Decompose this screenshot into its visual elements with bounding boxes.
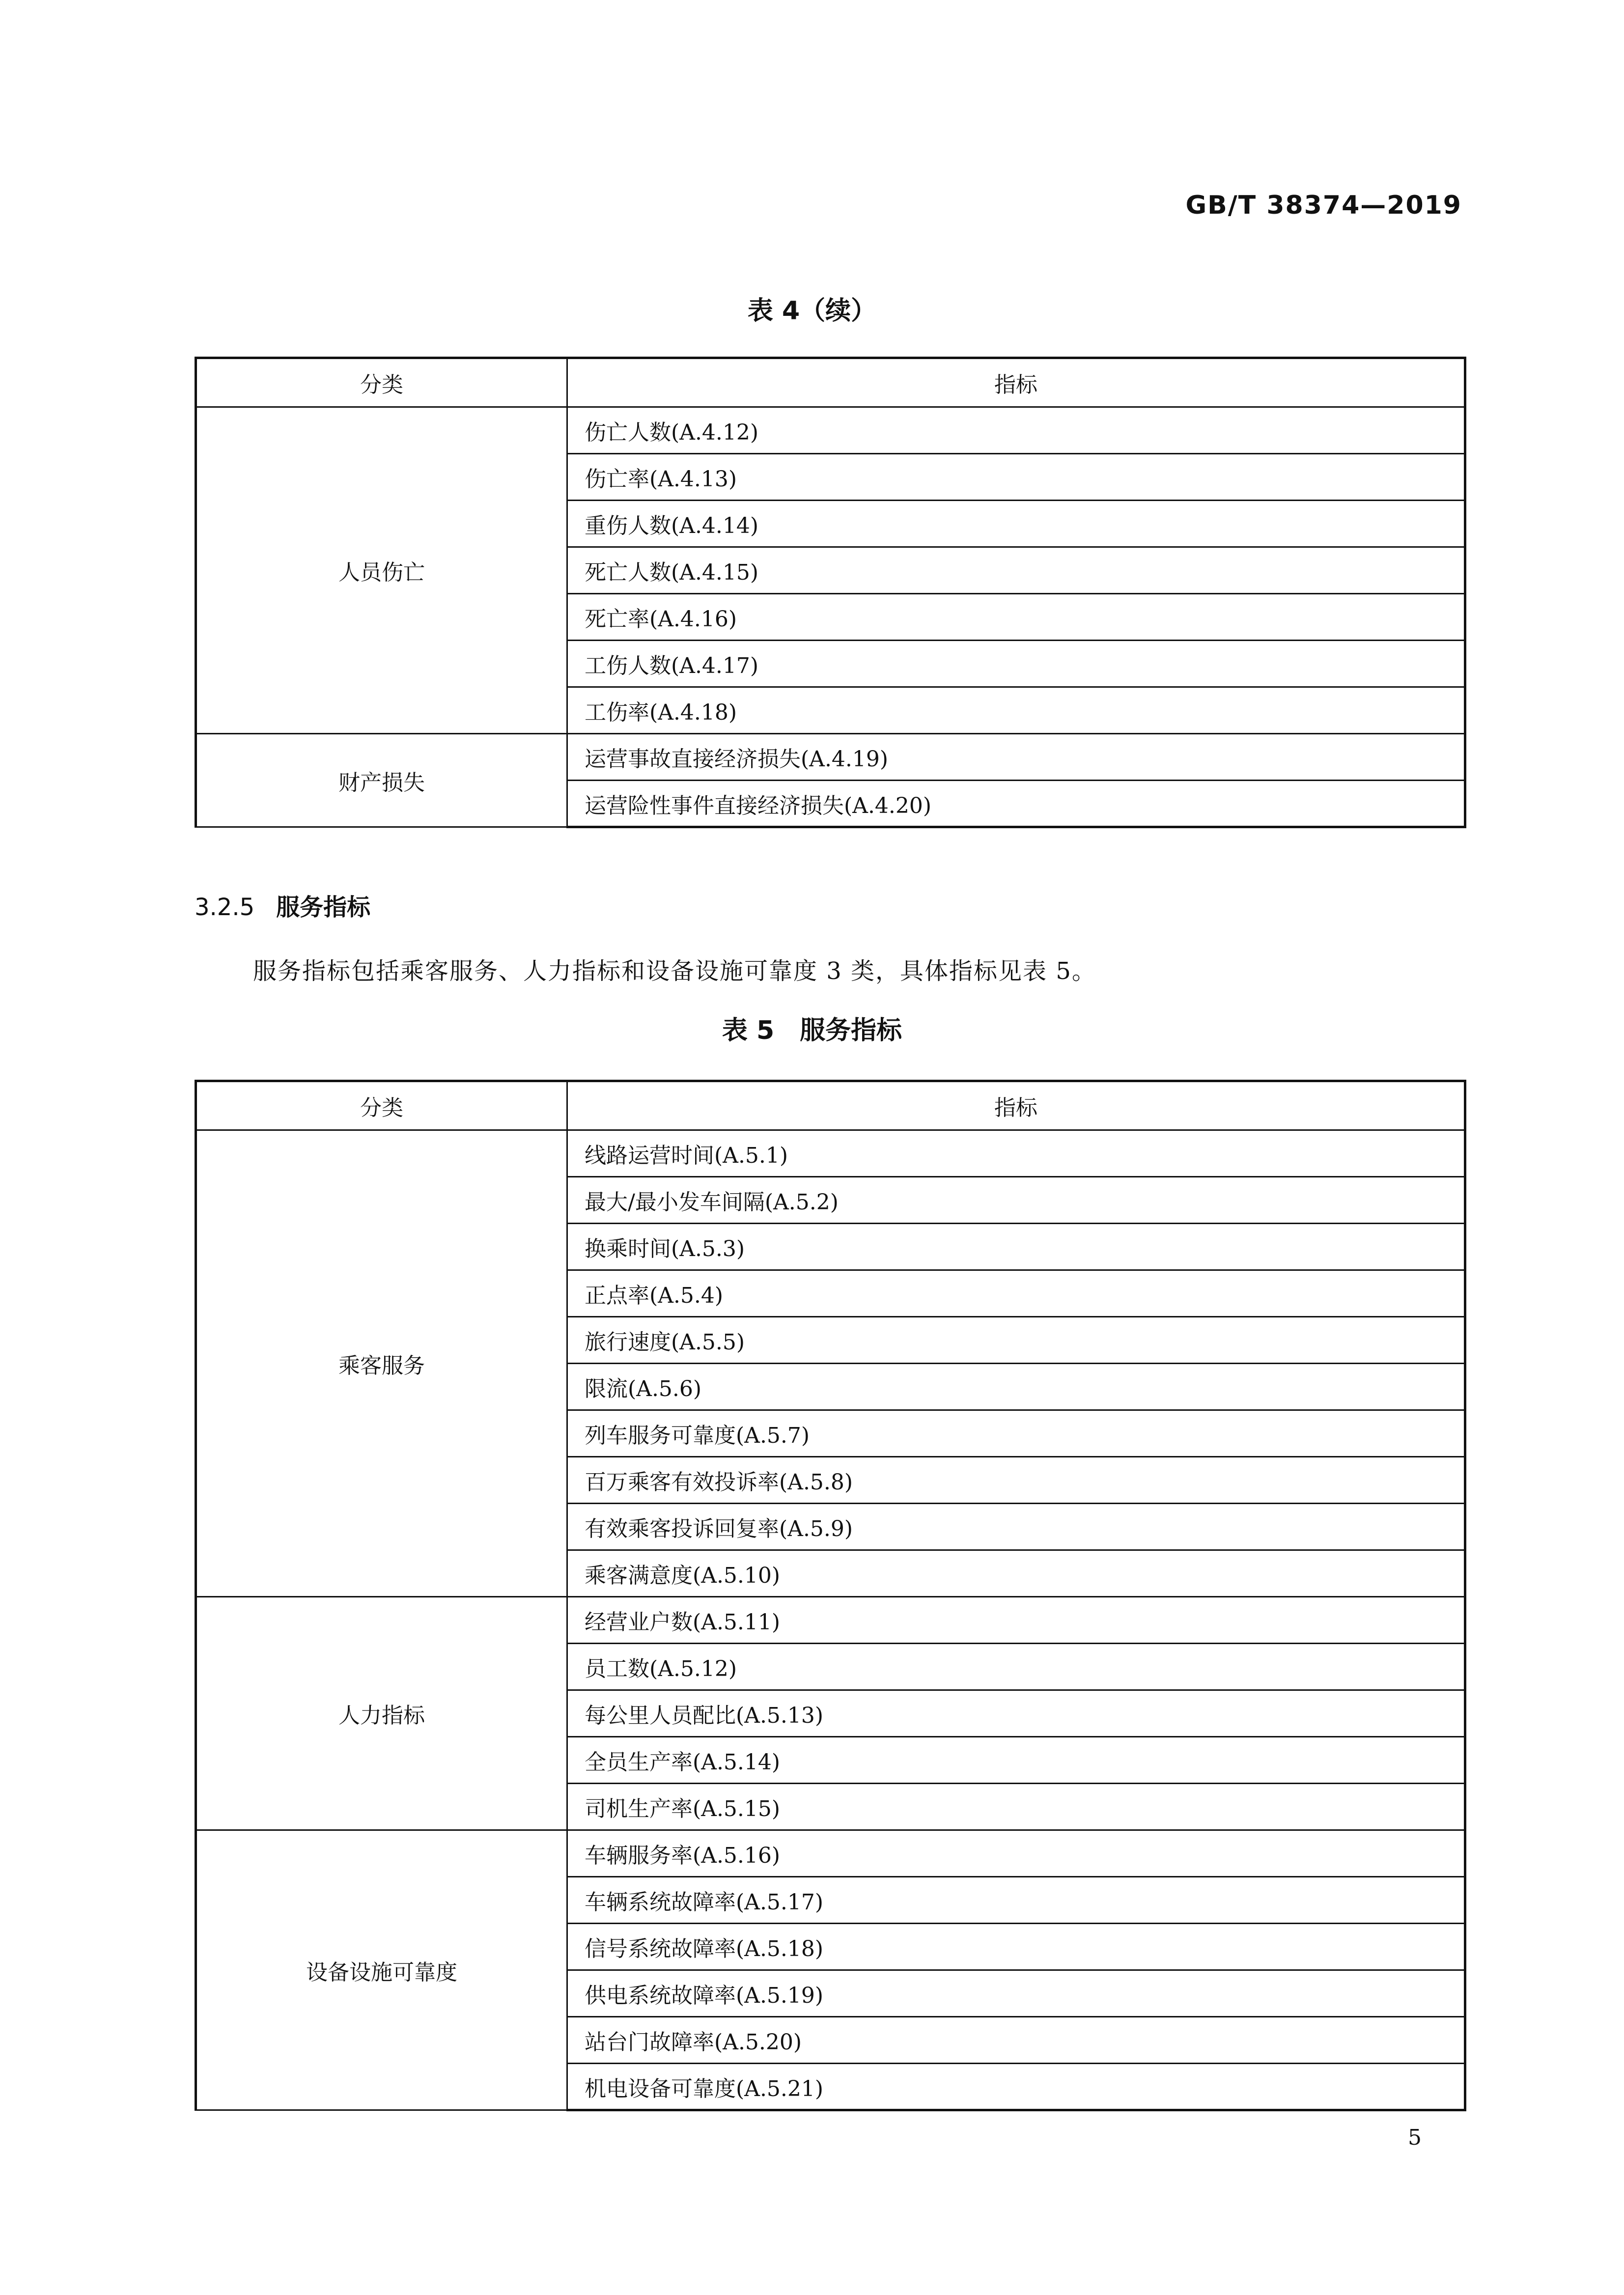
table5-header-category: 分类	[196, 1081, 567, 1130]
indicator-cell: 全员生产率(A.5.14)	[567, 1737, 1465, 1784]
indicator-cell: 工伤人数(A.4.17)	[567, 641, 1465, 687]
table5-header-row	[196, 1081, 1465, 1130]
category-cell: 财产损失	[196, 734, 567, 827]
indicator-cell: 伤亡人数(A.4.12)	[567, 407, 1465, 454]
table-row	[196, 1830, 1465, 1877]
indicator-cell: 司机生产率(A.5.15)	[567, 1784, 1465, 1830]
table4-header-indicator: 指标	[567, 358, 1465, 407]
indicator-cell: 线路运营时间(A.5.1)	[567, 1130, 1465, 1177]
indicator-cell: 重伤人数(A.4.14)	[567, 501, 1465, 547]
indicator-cell: 限流(A.5.6)	[567, 1364, 1465, 1410]
indicator-cell: 百万乘客有效投诉率(A.5.8)	[567, 1457, 1465, 1504]
table-row	[196, 1597, 1465, 1644]
category-cell: 人员伤亡	[196, 407, 567, 734]
indicator-cell: 乘客满意度(A.5.10)	[567, 1550, 1465, 1597]
section-number: 3.2.5	[195, 894, 255, 921]
indicator-cell: 换乘时间(A.5.3)	[567, 1224, 1465, 1270]
table-row	[196, 1130, 1465, 1177]
indicator-cell: 运营险性事件直接经济损失(A.4.20)	[567, 781, 1465, 827]
indicator-cell: 员工数(A.5.12)	[567, 1644, 1465, 1690]
indicator-cell: 机电设备可靠度(A.5.21)	[567, 2064, 1465, 2110]
indicator-cell: 车辆服务率(A.5.16)	[567, 1830, 1465, 1877]
indicator-cell: 经营业户数(A.5.11)	[567, 1597, 1465, 1644]
section-paragraph: 服务指标包括乘客服务、人力指标和设备设施可靠度 3 类，具体指标见表 5。	[253, 957, 1096, 985]
indicator-cell: 死亡人数(A.4.15)	[567, 547, 1465, 594]
indicator-cell: 有效乘客投诉回复率(A.5.9)	[567, 1504, 1465, 1550]
indicator-cell: 车辆系统故障率(A.5.17)	[567, 1877, 1465, 1924]
indicator-cell: 正点率(A.5.4)	[567, 1270, 1465, 1317]
indicator-cell: 旅行速度(A.5.5)	[567, 1317, 1465, 1364]
standard-code: GB/T 38374—2019	[1185, 191, 1462, 220]
table5	[195, 1080, 1466, 2111]
indicator-cell: 伤亡率(A.4.13)	[567, 454, 1465, 501]
table4-caption: 表 4（续）	[747, 296, 877, 326]
table-row	[196, 734, 1465, 781]
category-cell: 人力指标	[196, 1597, 567, 1830]
category-cell: 乘客服务	[196, 1130, 567, 1597]
indicator-cell: 最大/最小发车间隔(A.5.2)	[567, 1177, 1465, 1224]
category-cell: 设备设施可靠度	[196, 1830, 567, 2110]
indicator-cell: 每公里人员配比(A.5.13)	[567, 1690, 1465, 1737]
indicator-cell: 信号系统故障率(A.5.18)	[567, 1924, 1465, 1970]
indicator-cell: 站台门故障率(A.5.20)	[567, 2017, 1465, 2064]
page-number: 5	[1408, 2125, 1422, 2150]
section-title: 服务指标	[276, 894, 371, 921]
table4-header-category: 分类	[196, 358, 567, 407]
indicator-cell: 列车服务可靠度(A.5.7)	[567, 1410, 1465, 1457]
section-heading	[195, 888, 370, 922]
table4	[195, 357, 1466, 828]
table-row	[196, 407, 1465, 454]
indicator-cell: 工伤率(A.4.18)	[567, 687, 1465, 734]
indicator-cell: 供电系统故障率(A.5.19)	[567, 1970, 1465, 2017]
table5-header-indicator: 指标	[567, 1081, 1465, 1130]
indicator-cell: 运营事故直接经济损失(A.4.19)	[567, 734, 1465, 781]
table4-header-row	[196, 358, 1465, 407]
table5-caption: 表 5 服务指标	[722, 1016, 902, 1045]
indicator-cell: 死亡率(A.4.16)	[567, 594, 1465, 641]
